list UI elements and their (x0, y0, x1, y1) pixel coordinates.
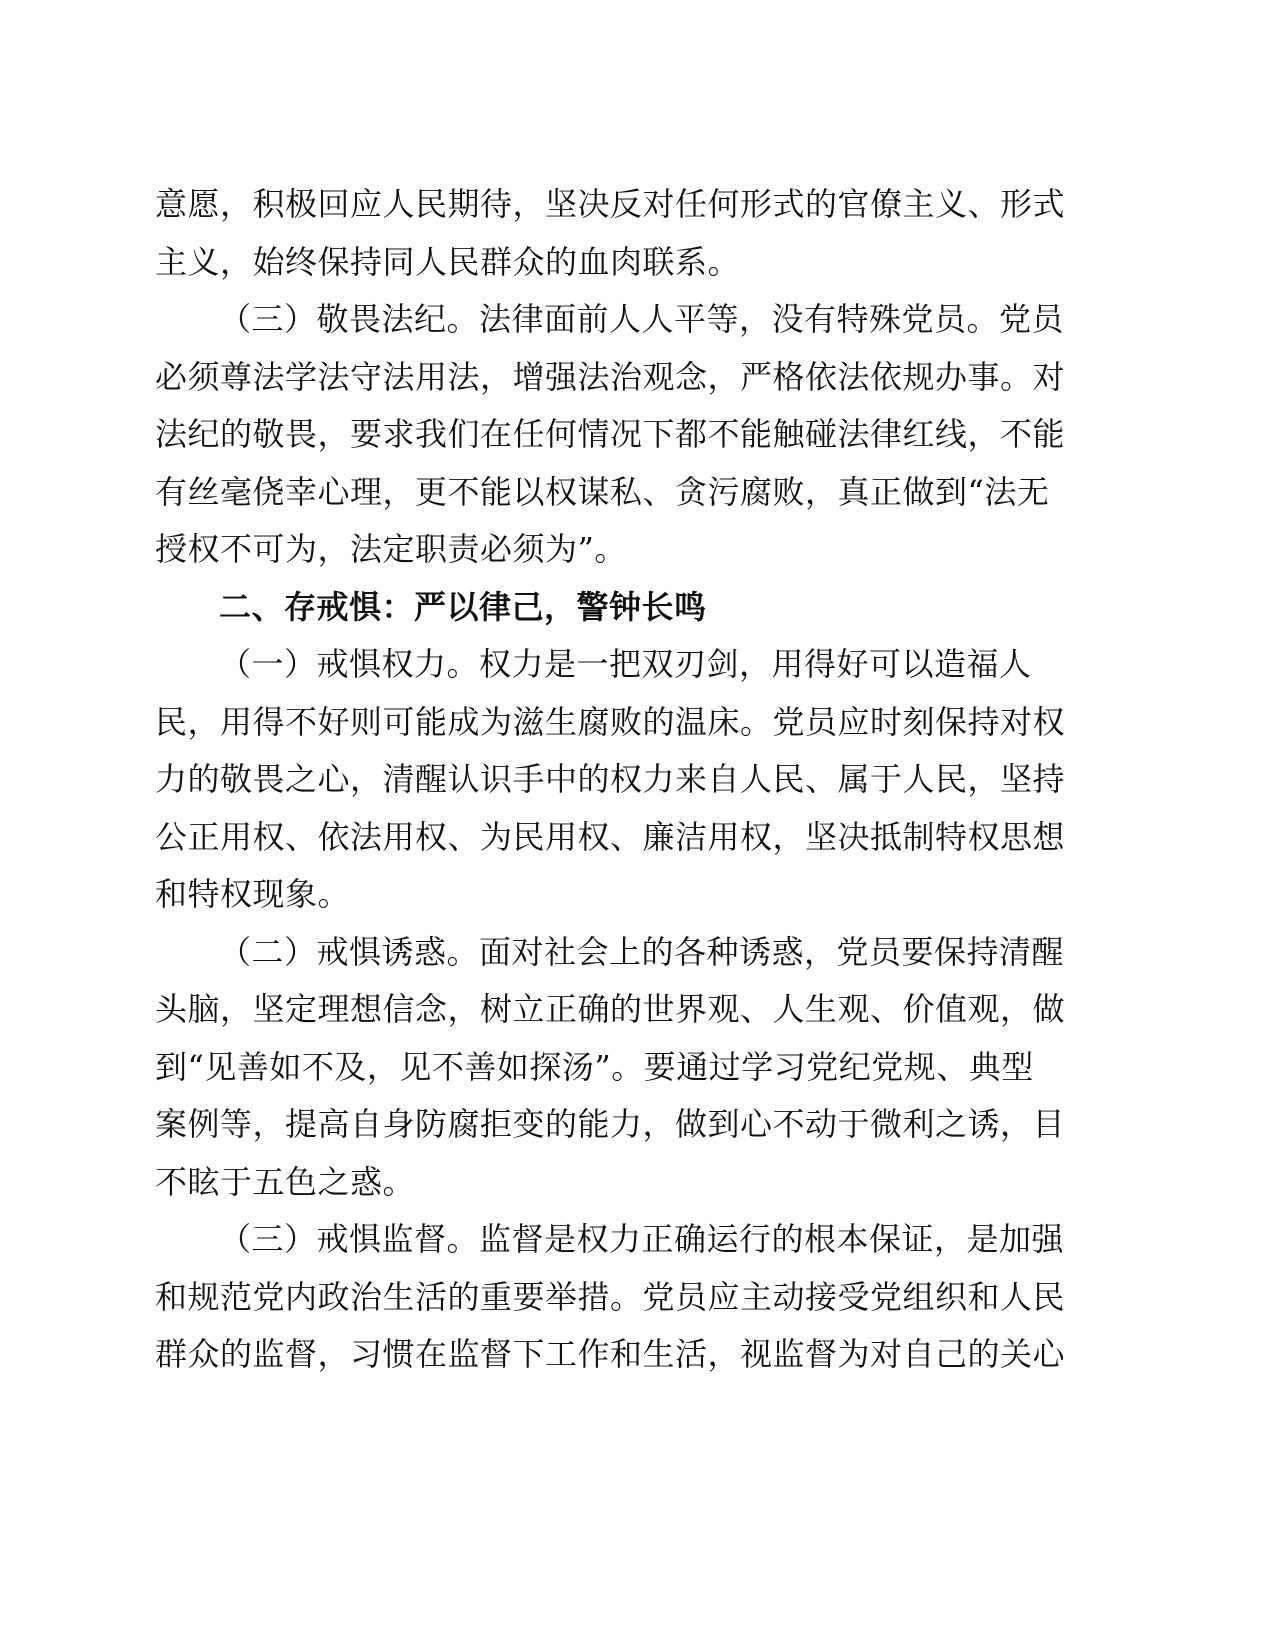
text-line: 公正用权、依法用权、为民用权、廉洁用权，坚决抵制特权思想 (155, 817, 1066, 856)
section-two-heading: 二、存戒惧：严以律己，警钟长鸣 (219, 587, 707, 626)
paragraph-respect-law (155, 291, 1083, 579)
text-line: 不眩于五色之惑。 (155, 1162, 416, 1201)
text-line: 法纪的敬畏，要求我们在任何情况下都不能触碰法律红线，不能 (155, 415, 1066, 453)
section-heading (155, 579, 1083, 637)
text-line: 力的敬畏之心，清醒认识手中的权力来自人民、属于人民，坚持 (155, 760, 1066, 798)
text-line: 授权不可为，法定职责必须为”。 (155, 530, 627, 568)
text-line: 头脑，坚定理想信念，树立正确的世界观、人生观、价值观，做 (155, 990, 1066, 1028)
text-line: 民，用得不好则可能成为滋生腐败的温床。党员应时刻保持对权 (155, 702, 1066, 741)
paragraph-fear-temptation (155, 924, 1083, 1212)
text-line: 主义，始终保持同人民群众的血肉联系。 (155, 242, 741, 281)
text-line: 意愿，积极回应人民期待，坚决反对任何形式的官僚主义、形式 (155, 185, 1066, 223)
paragraph-fear-power (155, 636, 1083, 924)
text-line: 和特权现象。 (155, 875, 351, 913)
text-line: （二）戒惧诱惑。面对社会上的各种诱惑，党员要保持清醒 (219, 932, 1065, 971)
text-line: 群众的监督，习惯在监督下工作和生活，视监督为对自己的关心 (155, 1335, 1066, 1373)
text-line: （三）敬畏法纪。法律面前人人平等，没有特殊党员。党员 (219, 300, 1065, 338)
paragraph-continuation (155, 176, 1083, 291)
text-line: 必须尊法学法守法用法，增强法治观念，严格依法依规办事。对 (155, 357, 1066, 396)
text-line: 到“见善如不及，见不善如探汤”。要通过学习党纪党规、典型 (155, 1047, 1034, 1086)
text-line: （三）戒惧监督。监督是权力正确运行的根本保证，是加强 (219, 1220, 1065, 1258)
paragraph-fear-supervision (155, 1211, 1083, 1384)
text-line: 和规范党内政治生活的重要举措。党员应主动接受党组织和人民 (155, 1277, 1066, 1316)
text-line: 有丝毫侥幸心理，更不能以权谋私、贪污腐败，真正做到“法无 (155, 472, 1050, 511)
text-line: （一）戒惧权力。权力是一把双刃剑，用得好可以造福人 (219, 645, 1032, 683)
body-text (155, 176, 1083, 1384)
text-line: 案例等，提高自身防腐拒变的能力，做到心不动于微利之诱，目 (155, 1105, 1066, 1143)
